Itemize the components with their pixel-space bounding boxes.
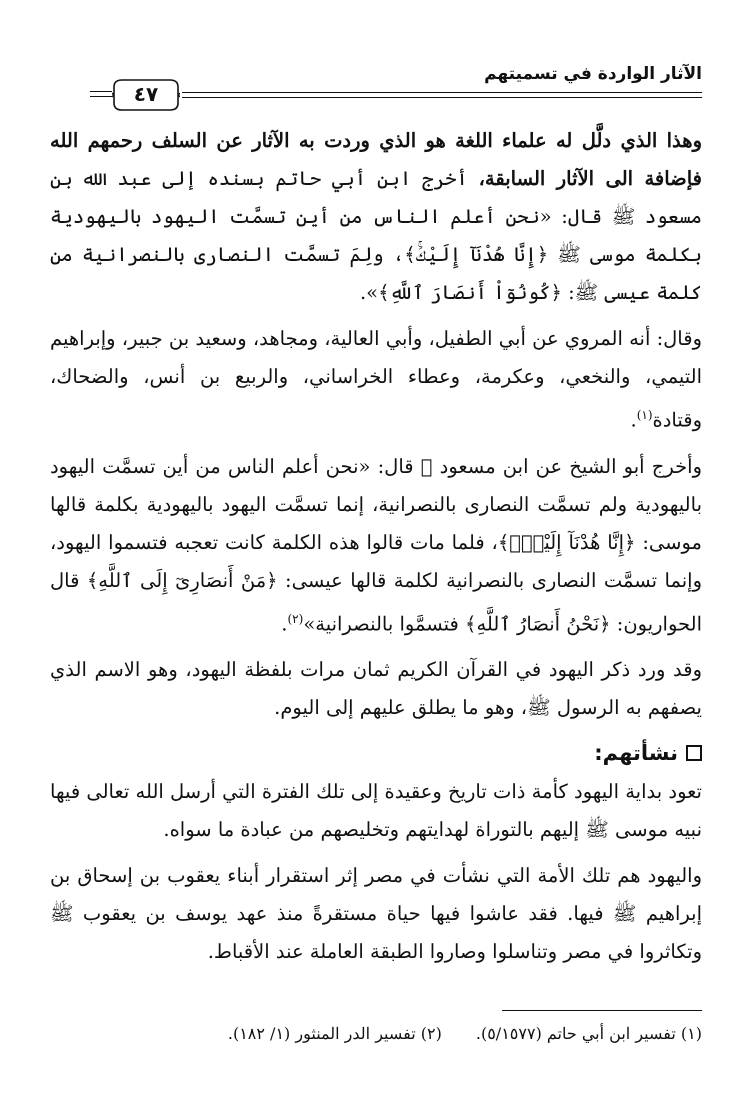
- paragraph-2: [50, 320, 702, 440]
- footnote-ref-2: (٢): [287, 611, 304, 626]
- footnote-2-number: (٢): [420, 1024, 442, 1043]
- page-header: [50, 58, 702, 122]
- section-paragraph-2: [50, 857, 702, 971]
- header-left-dash: [90, 91, 112, 92]
- paragraph-1-bold-lead: وهذا الذي دلَّل له علماء اللغة هو الذي وردت به الآثار عن السلف رحمهم الله فإضافة الى الآثار السابقة،: [50, 129, 703, 190]
- paragraph-4: [50, 651, 702, 727]
- paragraph-2-tail: .: [630, 408, 637, 432]
- section-title: نشأتهم:: [594, 741, 678, 765]
- header-left-dash-second: [90, 96, 112, 97]
- footnote-1-text: تفسير ابن أبي حاتم (٥/١٥٧٧).: [475, 1024, 676, 1043]
- footnote-ref-1: (١): [636, 408, 653, 422]
- running-title: الآثار الواردة في تسميتهم: [484, 64, 702, 84]
- paragraph-1-text: أخرج ابن أبي حاتم بسنده إلى عبد الله بن مسعود ﷺ قال: «نحن أعلم الناس من أين تسمَّت اليهود باليهودية بكلمة موسى ﷺ ﴿إِنَّا هُدْنَآ إِلَيْكَۚ﴾، ولِمَ تسمَّت النصارى بالنصرانية من كلمة عيسى ﷺ: ﴿كُونُوٓاْ أَنصَارَ ٱللَّهِ﴾».: [50, 167, 702, 304]
- paragraph-3: [50, 448, 702, 644]
- paragraph-2-text: وقال: أنه المروي عن أبي الطفيل، وأبي العالية، ومجاهد، وسعيد بن جبير، وإبراهيم التيمي، والنخعي، وعكرمة، وعطاء الخراساني، والربيع بن أنس، والضحاك، وقتادة: [50, 327, 702, 432]
- page-number-frame: [112, 77, 180, 113]
- footnote-rule: [502, 1010, 702, 1011]
- footnote-1: [476, 1024, 702, 1043]
- footnote-2-text: تفسير الدر المنثور (١/ ١٨٢).: [227, 1024, 416, 1043]
- section-paragraph-1: [50, 773, 702, 849]
- paragraph-3-tail: .: [281, 612, 288, 635]
- section-paragraph-1-text: تعود بداية اليهود كأمة ذات تاريخ وعقيدة إلى تلك الفترة التي أرسل الله تعالى فيها نبيه موسى ﷺ إليهم بالتوراة لهدايتهم وتخليصهم من عبادة ما سواه.: [50, 780, 702, 841]
- book-page: [50, 58, 702, 1105]
- footnote-2: [228, 1024, 442, 1043]
- paragraph-3-text: وأخرج أبو الشيخ عن ابن مسعود ﷺ قال: «نحن أعلم الناس من أين تسمَّت اليهود باليهودية ولم تسمَّت النصارى بالنصرانية، إنما تسمَّت اليهود باليهودية بكلمة قالها موسى: ﴿إِنَّا هُدْنَآ إِلَيْكَۚ﴾، فلما مات قالوا هذه الكلمة كانت تعجبه فتسموا اليهود، وإنما تسمَّت النصارى بالنصرانية لكلمة قالها عيسى: ﴿مَنْ أَنصَارِىٓ إِلَى ٱللَّهِ﴾ قال الحواريون: ﴿نَحْنُ أَنصَارُ ٱللَّهِ﴾ فتسمَّوا بالنصرانية»: [50, 454, 702, 635]
- section-heading: [50, 741, 702, 765]
- header-rule-second: [182, 97, 702, 98]
- page-number: ٤٧: [133, 82, 159, 106]
- footnote-1-number: (١): [680, 1024, 702, 1043]
- paragraph-4-text: وقد ورد ذكر اليهود في القرآن الكريم ثمان مرات بلفظة اليهود، وهو الاسم الذي يصفهم به الرسول ﷺ، وهو ما يطلق عليهم إلى اليوم.: [50, 658, 702, 719]
- square-bullet-icon: [686, 745, 702, 761]
- footnotes: [50, 1024, 702, 1043]
- paragraph-1: [50, 122, 702, 312]
- header-rule: [182, 92, 702, 93]
- section-paragraph-2-text: واليهود هم تلك الأمة التي نشأت في مصر إثر استقرار أبناء يعقوب بن إسحاق بن إبراهيم ﷺ فيها. فقد عاشوا فيها حياة مستقرةً منذ عهد يوسف بن يعقوب ﷺ وتكاثروا في مصر وتناسلوا وصاروا الطبقة العاملة عند الأقباط.: [50, 864, 702, 963]
